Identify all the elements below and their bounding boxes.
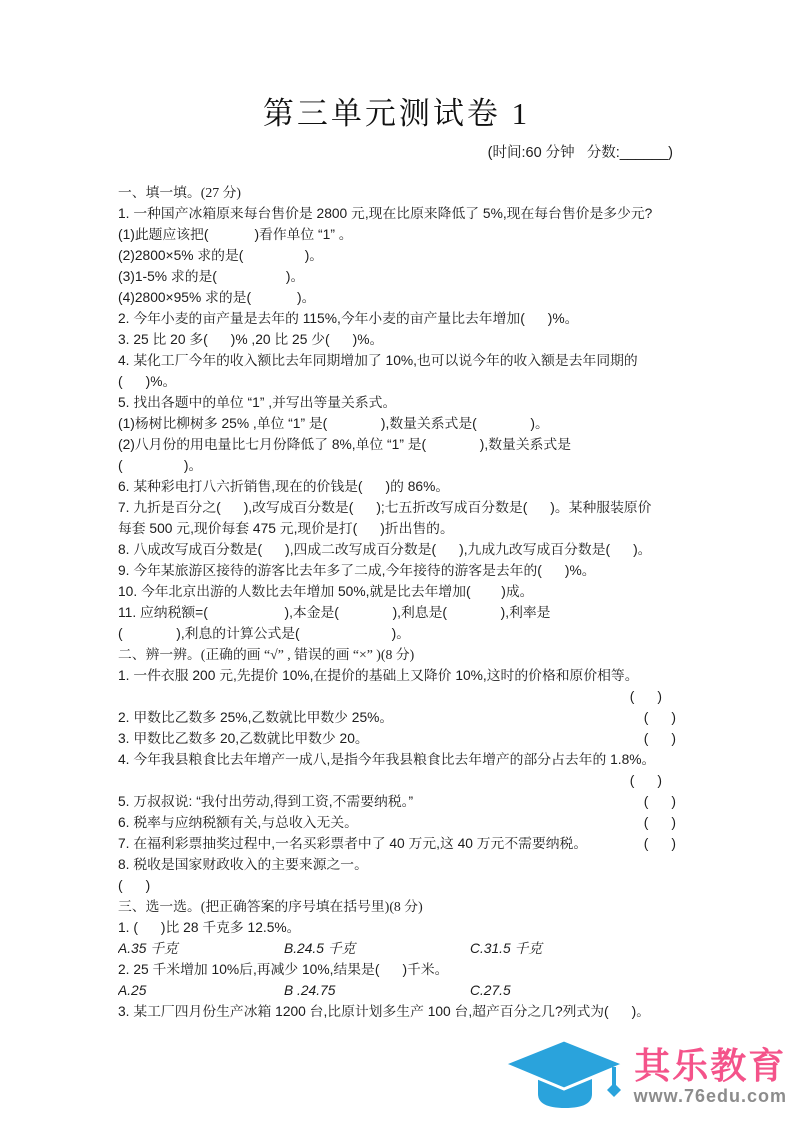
judge-q7-row xyxy=(118,833,676,854)
fill-q11-cont: ( ),利息的计算公式是( )。 xyxy=(118,626,411,641)
choice-q2-option-c: C.27.5 xyxy=(470,983,511,998)
fill-q1-sub4: (4)2800×95% 求的是( )。 xyxy=(118,290,316,305)
choice-q2-option-b: B .24.75 xyxy=(284,983,336,998)
fill-q5: 5. 找出各题中的单位 “1” ,并写出等量关系式。 xyxy=(118,395,397,410)
section-1-heading: 一、填一填。(27 分) xyxy=(118,185,242,200)
section-3-heading: 三、选一选。(把正确答案的序号填在括号里)(8 分) xyxy=(118,899,423,914)
choice-q2-options xyxy=(118,980,676,1001)
brand-url: www.76edu.com xyxy=(633,1086,787,1106)
fill-q5-sub2-cont: ( )。 xyxy=(118,458,203,473)
fill-q5-sub1: (1)杨树比柳树多 25% ,单位 “1” 是( ),数量关系式是( )。 xyxy=(118,416,549,431)
judge-q5-answer-blank: ( ) xyxy=(643,794,676,809)
judge-q5: 5. 万叔叔说: “我付出劳动,得到工资,不需要纳税。” xyxy=(118,794,414,809)
judge-q8: 8. 税收是国家财政收入的主要来源之一。 xyxy=(118,857,368,872)
fill-q1: 1. 一种国产冰箱原来每台售价是 2800 元,现在比原来降低了 5%,现在每台售价是多少元? xyxy=(118,206,653,221)
fill-q7: 7. 九折是百分之( ),改写成百分数是( );七五折改写成百分数是( )。某种服装原价 xyxy=(118,500,652,515)
judge-q6-row xyxy=(118,812,676,833)
choice-q1-option-c: C.31.5 千克 xyxy=(470,941,543,956)
judge-q5-row xyxy=(118,791,676,812)
fill-q2: 2. 今年小麦的亩产量是去年的 115%,今年小麦的亩产量比去年增加( )%。 xyxy=(118,311,579,326)
judge-q4: 4. 今年我县粮食比去年增产一成八,是指今年我县粮食比去年增产的部分占去年的 1.8%。 xyxy=(118,752,656,767)
judge-q2-answer-blank: ( ) xyxy=(643,710,676,725)
fill-q1-sub1: (1)此题应该把( )看作单位 “1” 。 xyxy=(118,227,353,242)
choice-q1-option-b: B.24.5 千克 xyxy=(284,941,356,956)
page-title: 第三单元测试卷 1 xyxy=(262,96,531,131)
judge-q2-row xyxy=(118,707,676,728)
fill-q1-sub3: (3)1-5% 求的是( )。 xyxy=(118,269,305,284)
fill-q8: 8. 八成改写成百分数是( ),四成二改写成百分数是( ),九成九改写成百分数是( )。 xyxy=(118,542,652,557)
choice-q1-option-a: A.35 千克 xyxy=(118,941,178,956)
fill-q4-cont: ( )%。 xyxy=(118,374,177,389)
fill-q6: 6. 某种彩电打八六折销售,现在的价钱是( )的 86%。 xyxy=(118,479,450,494)
judge-q6: 6. 税率与应纳税额有关,与总收入无关。 xyxy=(118,815,358,830)
choice-q3: 3. 某工厂四月份生产冰箱 1200 台,比原计划多生产 100 台,超产百分之几?列式为( )。 xyxy=(118,1004,651,1019)
judge-q1: 1. 一件衣服 200 元,先提价 10%,在提价的基础上又降价 10%,这时的价格和原价相等。 xyxy=(118,668,639,683)
judge-q7-answer-blank: ( ) xyxy=(643,836,676,851)
choice-q2: 2. 25 千米增加 10%后,再减少 10%,结果是( )千米。 xyxy=(118,962,449,977)
brand-name: 其乐教育 xyxy=(634,1045,787,1086)
judge-q3-row xyxy=(118,728,676,749)
choice-q2-option-a: A.25 xyxy=(118,983,147,998)
judge-q4-answer-blank: ( ) xyxy=(629,773,662,788)
paper-body xyxy=(118,182,676,1022)
time-score-line: (时间:60 分钟 分数:______) xyxy=(487,145,673,161)
judge-q3: 3. 甲数比乙数多 20,乙数就比甲数少 20。 xyxy=(118,731,369,746)
section-2-heading: 二、辨一辨。(正确的画 “√” , 错误的画 “×” )(8 分) xyxy=(118,647,415,662)
judge-q3-answer-blank: ( ) xyxy=(643,731,676,746)
fill-q10: 10. 今年北京出游的人数比去年增加 50%,就是比去年增加( )成。 xyxy=(118,584,534,599)
choice-q1: 1. ( )比 28 千克多 12.5%。 xyxy=(118,920,301,935)
choice-q1-options xyxy=(118,938,676,959)
judge-q8-answer-blank: ( ) xyxy=(118,878,151,893)
fill-q4: 4. 某化工厂今年的收入额比去年同期增加了 10%,也可以说今年的收入额是去年同期的 xyxy=(118,353,638,368)
judge-q1-answer-blank: ( ) xyxy=(629,689,662,704)
brand-text-block xyxy=(633,1045,787,1107)
fill-q9: 9. 今年某旅游区接待的游客比去年多了二成,今年接待的游客是去年的( )%。 xyxy=(118,563,596,578)
judge-q2: 2. 甲数比乙数多 25%,乙数就比甲数少 25%。 xyxy=(118,710,394,725)
fill-q5-sub2: (2)八月份的用电量比七月份降低了 8%,单位 “1” 是( ),数量关系式是 xyxy=(118,437,572,452)
judge-q6-answer-blank: ( ) xyxy=(643,815,676,830)
fill-q3: 3. 25 比 20 多( )% ,20 比 25 少( )%。 xyxy=(118,332,384,347)
brand-logo xyxy=(500,1039,787,1116)
judge-q7: 7. 在福利彩票抽奖过程中,一名买彩票者中了 40 万元,这 40 万元不需要纳税。 xyxy=(118,836,588,851)
fill-q11: 11. 应纳税额=( ),本金是( ),利息是( ),利率是 xyxy=(118,605,551,620)
graduation-cap-icon xyxy=(500,1039,628,1116)
fill-q1-sub2: (2)2800×5% 求的是( )。 xyxy=(118,248,324,263)
fill-q7-cont: 每套 500 元,现价每套 475 元,现价是打( )折出售的。 xyxy=(118,521,454,536)
